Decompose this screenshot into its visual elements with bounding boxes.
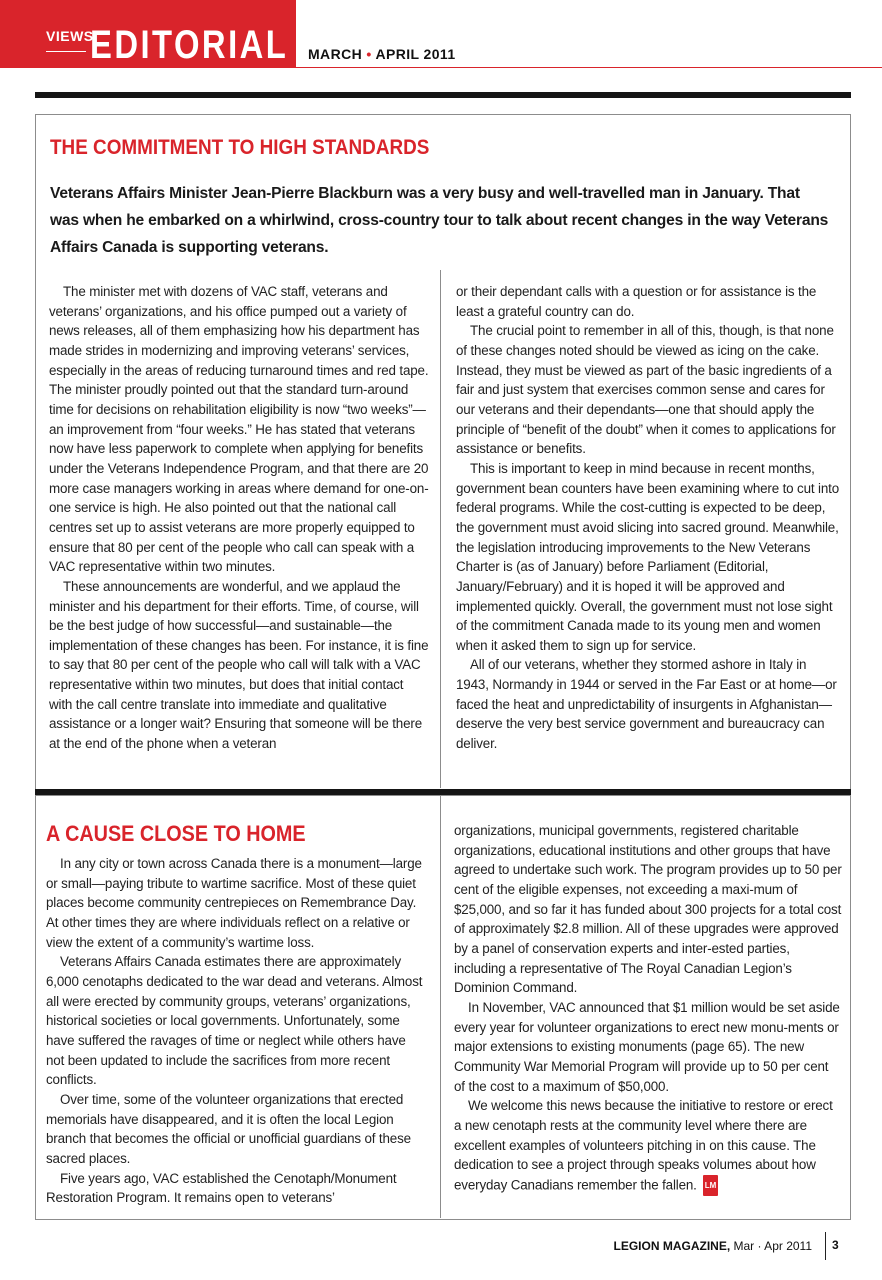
paragraph: These announcements are wonderful, and we applaud the minister and his department for their efforts. Time, of course, will be the best judge of how successful—and sustainable—the implementation of these changes has been. For instance, it is fine to say that 80 per cent of the people who call will talk with a VAC representative within two minutes, but does that initial contact with the call centre translate into immediate and qualitative assistance or a longer wait? Ensuring that someone will be there at the end of the phone when a veteran — [49, 578, 429, 752]
editorial-2-left-column — [46, 854, 426, 1208]
lm-end-mark-icon: LM — [703, 1175, 719, 1197]
column-divider-1 — [440, 270, 441, 788]
date-separator: • — [366, 46, 372, 62]
issue-short: Mar · Apr 2011 — [733, 1239, 812, 1253]
paragraph: In any city or town across Canada there is a monument—large or small—paying tribute to wartime sacrifice. Most of these quiet places become community centrepieces on Remembrance Day. At other times they are where individuals reflect on a relative or view the extent of a community’s wartime loss. — [46, 856, 422, 950]
paragraph: The minister met with dozens of VAC staff, veterans and veterans’ organizations, and his office pumped out a variety of news releases, all of them emphasizing how his department has made strides in modernizing and improving veterans’ services, especially in the areas of reducing turnaround times and red tape. The minister proudly pointed out that the standard turn-around time for decisions on rehabilitation eligibility is now “two weeks”—an improvement from “four weeks.” He has stated that veterans now have less paperwork to complete when applying for benefits under the Veterans Independence Program, and that there are 20 more case managers working in areas where demand for one-on-one service is high. He also pointed out that the national call centres set up to assist veterans are more properly equipped to ensure that 80 per cent of the people who call can speak with a VAC representative within two minutes. — [49, 284, 429, 575]
paragraph — [454, 1096, 842, 1196]
paragraph-text: We welcome this news because the initiative to restore or erect a new cenotaph rests at the community level where there are excellent examples of volunteers pitching in on this cause. The dedication to see a project through speaks volumes about how everyday Canadians remember the fallen. — [454, 1098, 833, 1193]
column-divider-2 — [440, 795, 441, 1218]
paragraph: In November, VAC announced that $1 million would be set aside every year for volunteer organizations to erect new monu-ments or major extensions to existing monuments (page 65). The new Community War Memorial Program will provide up to 50 per cent of the cost to a maximum of $50,000. — [454, 999, 840, 1094]
page-number: 3 — [832, 1238, 839, 1252]
issue-date — [308, 46, 456, 62]
paragraph: Over time, some of the volunteer organizations that erected memorials have disappeared, and it is often the local Legion branch that becomes the official or unofficial guardians of these sacred places. — [46, 1091, 411, 1166]
paragraph: organizations, municipal governments, registered charitable organizations, educational institutions and other groups that have agreed to undertake such work. The program provides up to 50 per cent of the eligible expenses, not exceeding a maxi-mum of $25,000, and so far it has funded about 300 projects for a total cost of approximately $2.8 million. All of these upgrades were approved by a panel of conservation experts and inter-ested parties, including a representative of The Royal Canadian Legion’s Dominion Command. — [454, 823, 842, 996]
paragraph: All of our veterans, whether they stormed ashore in Italy in 1943, Normandy in 1944 or served in the Far East or at home—or faced the heat and unpredictability of insurgents in Afghanistan—deserve the very best service government and bureaucracy can deliver. — [456, 657, 837, 752]
issue-month-start: MARCH — [308, 46, 363, 62]
paragraph: Five years ago, VAC established the Cenotaph/Monument Restoration Program. It remains open to veterans’ — [46, 1170, 397, 1206]
paragraph: This is important to keep in mind because in recent months, government bean counters have been examining where to cut into federal programs. While the cost-cutting is expected to be deep, the government must avoid slicing into sacred ground. Meanwhile, the legislation introducing improvements to the New Veterans Charter is (as of January) before Parliament (Editorial, January/February) and it is hoped it will be approved and implemented quickly. Overall, the government must not lose sight of the commitment Canada made to its young men and women when it asked them to sign up for service. — [456, 460, 839, 653]
editorial-1-right-column — [456, 282, 840, 754]
top-divider-bar — [35, 92, 851, 98]
paragraph: or their dependant calls with a question or for assistance is the least a grateful country can do. — [456, 284, 817, 319]
editorial-title-1: THE COMMITMENT TO HIGH STANDARDS — [50, 136, 430, 159]
section-kicker: VIEWS — [46, 28, 94, 44]
editorial-title-2: A CAUSE CLOSE TO HOME — [46, 821, 306, 846]
editorial-1-left-column — [49, 282, 430, 754]
issue-month-end: APRIL 2011 — [375, 46, 456, 62]
paragraph: Veterans Affairs Canada estimates there are approximately 6,000 cenotaphs dedicated to the war dead and veterans. Almost all were erected by community groups, veterans’ organizations, historical societies or local governments. Unfortunately, some have suffered the ravages of time or neglect while others have not been updated to include the sacrifices from more recent conflicts. — [46, 954, 423, 1088]
editorial-lede: Veterans Affairs Minister Jean-Pierre Blackburn was a very busy and well-travelled man in January. That was when he embarked on a whirlwind, cross-country tour to talk about recent changes in the way Veterans Affairs Canada is supporting veterans. — [50, 185, 829, 256]
kicker-rule — [46, 51, 86, 52]
footer-credit — [614, 1239, 813, 1253]
magazine-name: LEGION MAGAZINE, — [613, 1239, 731, 1253]
section-title-editorial: EDITORIAL — [90, 23, 289, 67]
header-rule — [296, 67, 882, 68]
editorial-2-right-column — [454, 821, 842, 1196]
paragraph: The crucial point to remember in all of this, though, is that none of these changes noted should be viewed as icing on the cake. Instead, they must be viewed as part of the basic ingredients of a fair and just system that exercises common sense and cares for our veterans and their dependants—one that should apply the principle of “benefit of the doubt” when it comes to applications for assistance or benefits. — [456, 323, 836, 457]
footer-rule — [825, 1232, 826, 1260]
